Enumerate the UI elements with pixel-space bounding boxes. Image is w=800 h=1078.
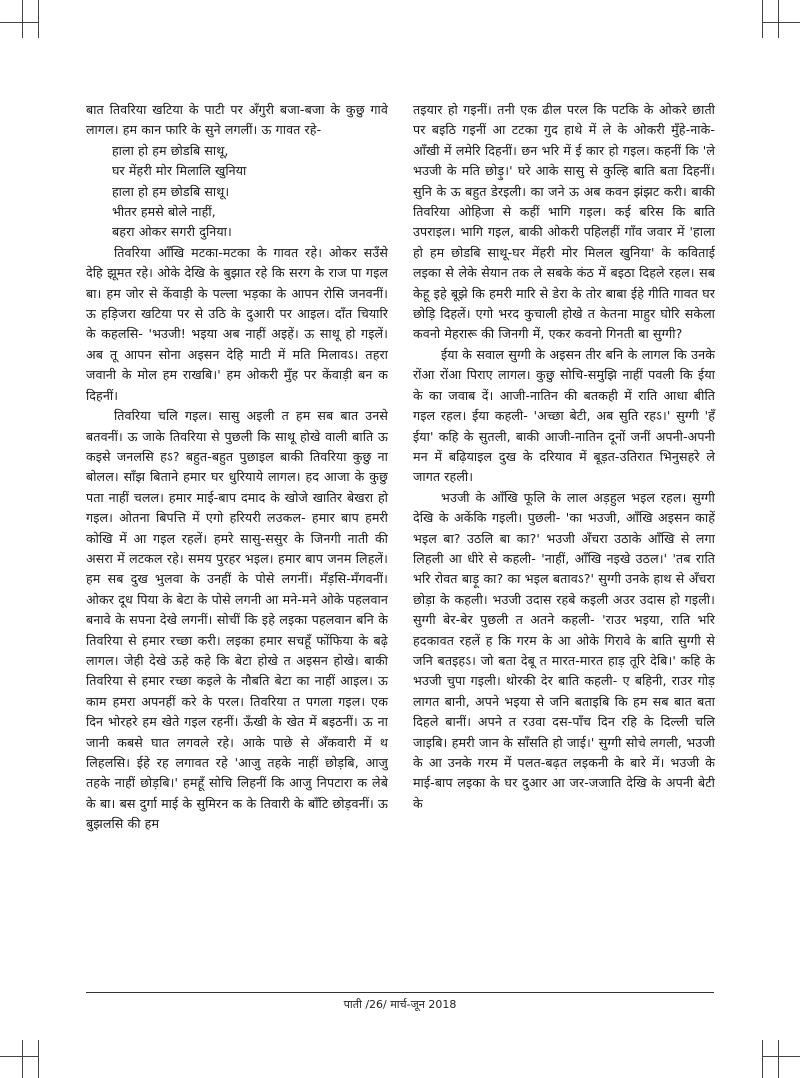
crop-mark-bottom-left-v2 (38, 1040, 39, 1078)
footer-rule (86, 992, 714, 993)
page-footer: पाती /26/ मार्च-जून 2018 (343, 998, 457, 1011)
right-column (413, 100, 715, 814)
crop-mark-bottom-right-v (762, 1040, 763, 1078)
paragraph: भउजी के आँखि फूलि के लाल अड़हुल भइल रहल। सुग्गी देखि के अकेंकि गइली। पुछली- 'का भउजी, आँखि अइसन काहें भइल बा? उठलि बा का?' भउजी अँचरा उठाके आँखि से लगा लिहली आ धीरे से कहली- 'नाहीं, आँखि नइखे उठल।' 'तब राति भरि रोवत बाड़ू का? का भइल बतावऽ?' सुग्गी उनके हाथ से अँचरा छोड़ा के कहली। भउजी उदास रहबे कइली अउर उदास हो गइली। सुग्गी बेर-बेर पुछली त अतने कहली- 'राउर भइया, राति भरि हदकावत रहलें ह कि गरम के आ ओके गिरावे के बाति सुग्गी से जनि बतइहऽ। जो बता देबू त मारत-मारत हाड़ तूरि देबि।' कहि के भउजी चुपा गइली। थोरकी देर बाति कहली- ए बहिनी, राउर गोड़ लागत बानी, अपने भइया से जनि बताइबि कि हम सब बात बता दिहले बानीं। अपने त रउवा दस-पाँच दिन रहि के दिल्ली चलि जाइबि। हमरी जान के साँसति हो जाई।' सुग्गी सोचे लगली, भउजी के आ उनके गरम में पलत-बढ़त लइकनी के बारे में। भउजी के माई-बाप लइका के घर दुआर आ जर-जजाति देखि के अपनी बेटी के (413, 489, 715, 811)
crop-mark-top-right-h (762, 22, 800, 23)
verse-line: भीतर हमसे बोले नाहीं, (112, 204, 216, 220)
paragraph: तिवरिया चलि गइल। सासु अइली त हम सब बात उनसे बतवनीं। ऊ जाके तिवरिया से पुछली कि साथू होखे वाली बाति ऊ कइसे जनलसि हऽ? बहुत-बहुत पुछाइल बाकी तिवरिया कुछु ना बोलल। साँझ बिताने हमार घर धुरियाये लागल। हद आजा के कुछु पता नाहीं चलल। हमार माई-बाप दमाद के खोजे खातिर बेखरा हो गइल। ओतना बिपत्ति में एगो हरियरी लउकल- हमार बाप हमरी कोखि में आ गइल रहलें। हमरे सासु-ससुर के जिनगी नाती की असरा में लटकल रहे। समय पुरहर भइल। हमार बाप जनम लिहलें। हम सब दुख भुलवा के उनहीं के पोसे लगनीं। मँड़सि-मँगवनीं। ओकर दूध पिया के बेटा के पोसे लगनी आ मने-मने ओके पहलवान बनावे के सपना देखे लगनीं। सोचीं कि इहे लइका पहलवान बनि के तिवरिया से हमार रच्छा करी। लइका हमार सचहूँ फोंफिया के बढ़े लागल। जेही देखे ऊहे कहे कि बेटा होखे त अइसन होखे। बाकी तिवरिया से हमार रच्छा कइले के नौबति बेटा का नाहीं आइल। ऊ काम हमरा अपनहीं करे के परल। तिवरिया त पगला गइल। एक दिन भोरहरे हम खेते गइल रहनीं। ऊँखी के खेत में बइठनीं। ऊ ना जानी कबसे घात लगवले रहे। आके पाछे से अँकवारी में थ लिहलसि। ईहे रह लगावत रहे 'आजु तहके नाहीं छोड़बि, आजु तहके नाहीं छोड़बि।' हमहूँ सोचि लिहनीं कि आजु निपटारा क लेबे के बा। बस दुर्गा माई के सुमिरन क के तिवारी के बाँटि छोड़वनीं। ऊ बुझलसि की हम (86, 408, 388, 832)
crop-mark-bottom-right-h (762, 1056, 800, 1057)
verse-line: हाला हो हम छोडबि साथू। (112, 183, 230, 199)
verse-line: घर मेंहरी मोर मिलालि खुनिया (112, 163, 247, 179)
crop-mark-bottom-left-v (22, 1040, 23, 1078)
paragraph: ईया के सवाल सुग्गी के अइसन तीर बनि के लागल कि उनके रोंआ रोंआ पिराए लागल। कुछु सोचि-समुझि नाहीं पवली कि ईया के का जवाब दें। आजी-नातिन की बतकही में राति आधा बीति गइल रहल। ईया कहली- 'अच्छा बेटी, अब सुति रहऽ।' सुग्गी 'हँ ईया' कहि के सुतली, बाकी आजी-नातिन दूनों जनीं अपनी-अपनी मन में बढ़ियाइल दुख के दरियाव में बूड़त-उतिरात भिनुसहरे ले जागत रहली। (413, 346, 715, 485)
crop-mark-bottom-right-v2 (778, 1040, 779, 1078)
left-column (86, 100, 388, 835)
crop-mark-top-left-h (0, 22, 38, 23)
crop-mark-top-left-v (22, 0, 23, 38)
verse-line: हाला हो हम छोडबि साथू, (112, 142, 229, 158)
paragraph: तिवरिया आँखि मटका-मटका के गावत रहे। ओकर सउँसे देहि झूमत रहे। ओके देखि के बुझात रहे कि सरग के राज पा गइल बा। हम जोर से केंवाड़ी के पल्ला भड़का के आपन रोसि जनवनीं। ऊ हड़िजरा खटिया पर से उठि के दुआरी पर आइल। दाँत चियारि के कहलसि- 'भउजी! भइया अब नाहीं अइहें। ऊ साथू हो गइलें। अब तू आपन सोना अइसन देहि माटी में मति मिलावऽ। तहरा जवानी के मोल हम राखबि।' हम ओकरी मुँह पर केंवाड़ी बन क दिहनीं। (86, 244, 388, 403)
verse-line: बहरा ओकर सगरी दुनिया। (112, 224, 232, 240)
crop-mark-top-right-v2 (778, 0, 779, 38)
crop-mark-top-right-v (762, 0, 763, 38)
paragraph: तइयार हो गइनीं। तनी एक ढील परल कि पटकि के ओकरे छाती पर बइठि गइनीं आ टटका गुद हाथे में ले के ओकरी मुँहे-नाके-आँखी में लमेरि दिहनीं। छन भरि में ई कार हो गइल। कहनीं कि 'ले भउजी के मति छोड़ु।' घरे आके सासु से कुल्हि बाति बता दिहनीं। सुनि के ऊ बहुत डेरइली। का जने ऊ अब कवन झंझट करी। बाकी तिवरिया ओहिजा से कहीं भागि गइल। कई बरिस कि बाति उपराइल। भागि गइल, बाकी ओकरी पहिलहीं गाँव जवार में 'हाला हो हम छोडबि साथू-घर मेंहरी मोर मिलल खुनिया' के कविताई लइका से लेके सेयान तक ले सबके कंठ में बइठा दिहले रहल। सब केहू इहे बूझे कि हमरी मारि से डेरा के तोर बाबा ईहे गीति गावत घर छोड़ि दिहलें। एगो भरद कुचाली होखे त केतना माहुर घोरि सकेला कवनो मेहरारू की जिनगी में, एकर कवनो गिनती बा सुग्गी? (413, 102, 715, 342)
crop-mark-top-left-v2 (38, 0, 39, 38)
paragraph: बात तिवरिया खटिया के पाटी पर अँगुरी बजा-बजा के कुछु गावे लागल। हम कान फारि के सुने लगलीं। ऊ गावत रहे- (86, 102, 388, 138)
crop-mark-bottom-left-h (0, 1056, 38, 1057)
